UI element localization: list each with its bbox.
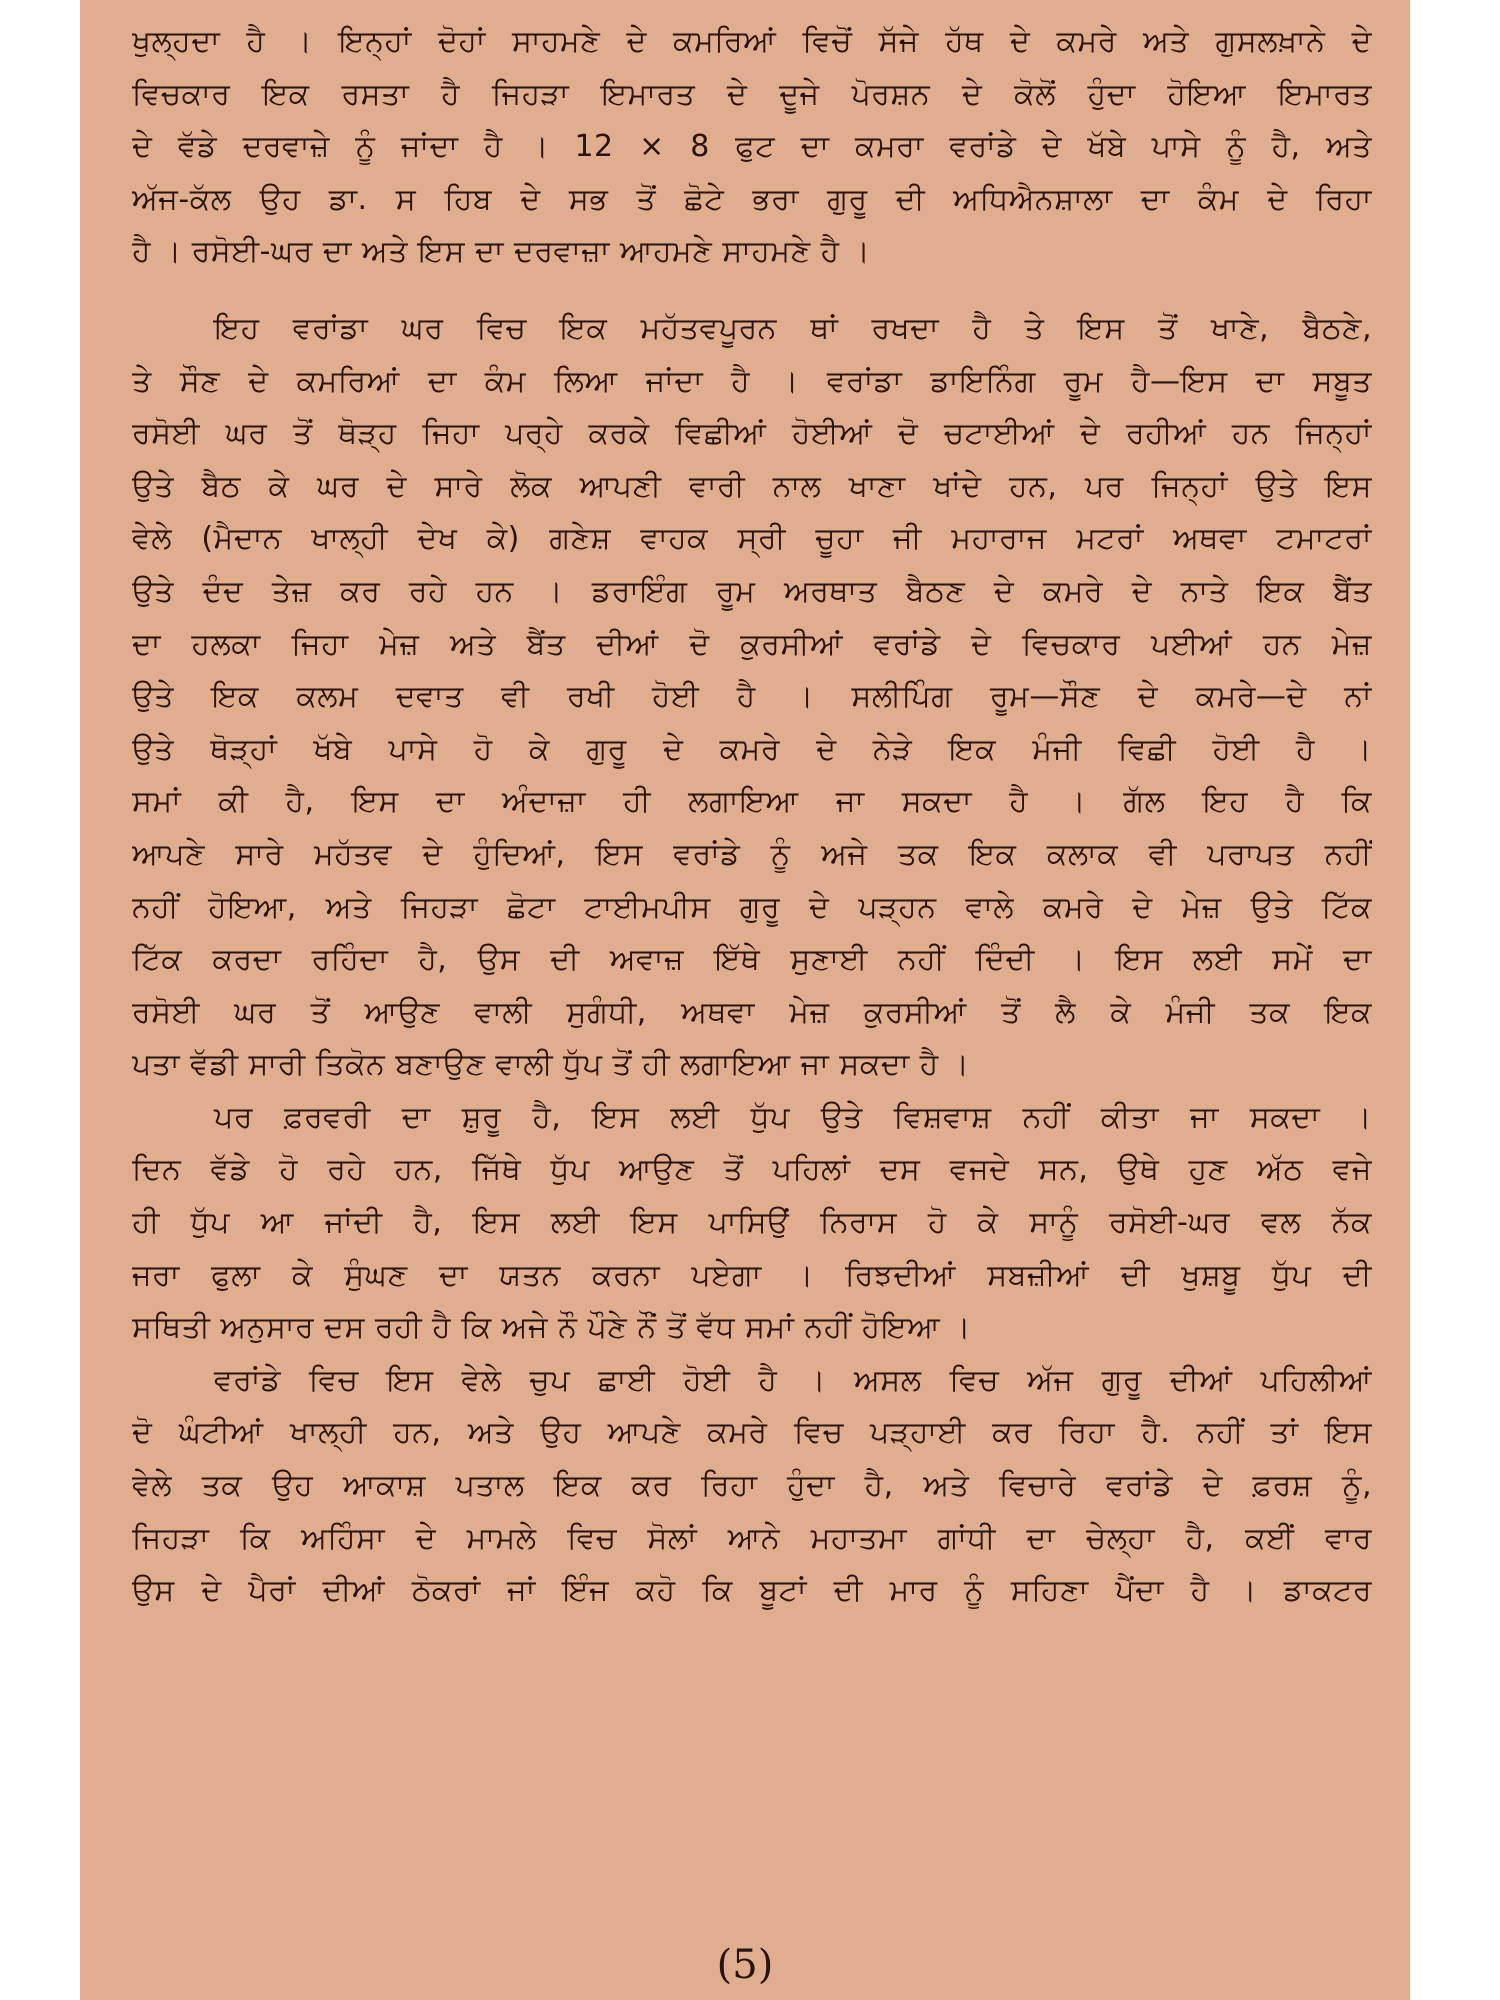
- page-number: (5): [716, 1942, 774, 1988]
- text-line: ਦਿਨ ਵੱਡੇ ਹੋ ਰਹੇ ਹਨ, ਜਿੱਥੇ ਧੁੱਪ ਆਉਣ ਤੋਂ ਪਹਿਲਾਂ ਦਸ ਵਜਦੇ ਸਨ, ਉਥੇ ਹੁਣ ਅੱਠ ਵਜੇ: [132, 1152, 1372, 1188]
- paragraph-3: [132, 1092, 1372, 1355]
- text-line: ਵਿਚਕਾਰ ਇਕ ਰਸਤਾ ਹੈ ਜਿਹੜਾ ਇਮਾਰਤ ਦੇ ਦੂਜੇ ਪੋਰਸ਼ਨ ਦੇ ਕੋਲੋਂ ਹੁੰਦਾ ਹੋਇਆ ਇਮਾਰਤ: [132, 76, 1372, 112]
- text-line: ਵਰਾਂਡੇ ਵਿਚ ਇਸ ਵੇਲੇ ਚੁਪ ਛਾਈ ਹੋਈ ਹੈ । ਅਸਲ ਵਿਚ ਅੱਜ ਗੁਰੂ ਦੀਆਂ ਪਹਿਲੀਆਂ: [214, 1362, 1372, 1398]
- paragraph-gap: [132, 279, 1372, 303]
- text-line: ਆਪਣੇ ਸਾਰੇ ਮਹੱਤਵ ਦੇ ਹੁੰਦਿਆਂ, ਇਸ ਵਰਾਂਡੇ ਨੂੰ ਅਜੇ ਤਕ ਇਕ ਕਲਾਕ ਵੀ ਪਰਾਪਤ ਨਹੀਂ: [132, 836, 1372, 872]
- text-line: ਵੇਲੇ ਤਕ ਉਹ ਆਕਾਸ਼ ਪਤਾਲ ਇਕ ਕਰ ਰਿਹਾ ਹੁੰਦਾ ਹੈ, ਅਤੇ ਵਿਚਾਰੇ ਵਰਾਂਡੇ ਦੇ ਫ਼ਰਸ਼ ਨੂੰ,: [132, 1468, 1372, 1504]
- text-line: ਉਤੇ ਥੋੜ੍ਹਾਂ ਖੱਬੇ ਪਾਸੇ ਹੋ ਕੇ ਗੁਰੂ ਦੇ ਕਮਰੇ ਦੇ ਨੇੜੇ ਇਕ ਮੰਜੀ ਵਿਛੀ ਹੋਈ ਹੈ ।: [132, 731, 1372, 767]
- text-line: ਉਤੇ ਬੈਠ ਕੇ ਘਰ ਦੇ ਸਾਰੇ ਲੋਕ ਆਪਣੀ ਵਾਰੀ ਨਾਲ ਖਾਣਾ ਖਾਂਦੇ ਹਨ, ਪਰ ਜਿਨ੍ਹਾਂ ਉਤੇ ਇਸ: [132, 468, 1372, 504]
- text-line: ਉਤੇ ਇਕ ਕਲਮ ਦਵਾਤ ਵੀ ਰਖੀ ਹੋਈ ਹੈ । ਸਲੀਪਿੰਗ ਰੂਮ—ਸੌਣ ਦੇ ਕਮਰੇ—ਦੇ ਨਾਂ: [132, 679, 1372, 715]
- text-line: ਜਰਾ ਫੁਲਾ ਕੇ ਸੁੰਘਣ ਦਾ ਯਤਨ ਕਰਨਾ ਪਏਗਾ । ਰਿਝਦੀਆਂ ਸਬਜ਼ੀਆਂ ਦੀ ਖੁਸ਼ਬੂ ਧੁੱਪ ਦੀ: [132, 1257, 1372, 1293]
- scanned-page: [80, 0, 1410, 2000]
- text-line: ਉਸ ਦੇ ਪੈਰਾਂ ਦੀਆਂ ਠੋਕਰਾਂ ਜਾਂ ਇੰਜ ਕਹੋ ਕਿ ਬੂਟਾਂ ਦੀ ਮਾਰ ਨੂੰ ਸਹਿਣਾ ਪੈਂਦਾ ਹੈ । ਡਾਕਟਰ: [132, 1573, 1372, 1609]
- body-text: [132, 16, 1372, 1618]
- text-line: ਤੇ ਸੌਣ ਦੇ ਕਮਰਿਆਂ ਦਾ ਕੰਮ ਲਿਆ ਜਾਂਦਾ ਹੈ । ਵਰਾਂਡਾ ਡਾਇਨਿੰਗ ਰੂਮ ਹੈ—ਇਸ ਦਾ ਸਬੂਤ: [132, 363, 1372, 399]
- text-line: ਜਿਹੜਾ ਕਿ ਅਹਿੰਸਾ ਦੇ ਮਾਮਲੇ ਵਿਚ ਸੋਲਾਂ ਆਨੇ ਮਹਾਤਮਾ ਗਾਂਧੀ ਦਾ ਚੇਲ੍ਹਾ ਹੈ, ਕਈਂ ਵਾਰ: [132, 1520, 1372, 1556]
- text-line: ਇਹ ਵਰਾਂਡਾ ਘਰ ਵਿਚ ਇਕ ਮਹੱਤਵਪੂਰਨ ਥਾਂ ਰਖਦਾ ਹੈ ਤੇ ਇਸ ਤੋਂ ਖਾਣੇ, ਬੈਠਣੇ,: [214, 310, 1372, 346]
- text-line: ਨਹੀਂ ਹੋਇਆ, ਅਤੇ ਜਿਹੜਾ ਛੋਟਾ ਟਾਈਮਪੀਸ ਗੁਰੂ ਦੇ ਪੜ੍ਹਨ ਵਾਲੇ ਕਮਰੇ ਦੇ ਮੇਜ਼ ਉਤੇ ਟਿੱਕ: [132, 889, 1372, 925]
- text-line: ਰਸੋਈ ਘਰ ਤੋਂ ਥੋੜ੍ਹ ਜਿਹਾ ਪਰ੍ਹੇ ਕਰਕੇ ਵਿਛੀਆਂ ਹੋਈਆਂ ਦੋ ਚਟਾਈਆਂ ਦੇ ਰਹੀਆਂ ਹਨ ਜਿਨ੍ਹਾਂ: [132, 416, 1372, 452]
- text-line: ਉਤੇ ਦੰਦ ਤੇਜ਼ ਕਰ ਰਹੇ ਹਨ । ਡਰਾਇੰਗ ਰੂਮ ਅਰਥਾਤ ਬੈਠਣ ਦੇ ਕਮਰੇ ਦੇ ਨਾਤੇ ਇਕ ਬੈਂਤ: [132, 573, 1372, 609]
- text-line: ਦੇ ਵੱਡੇ ਦਰਵਾਜ਼ੇ ਨੂੰ ਜਾਂਦਾ ਹੈ । 12 × 8 ਫੁਟ ਦਾ ਕਮਰਾ ਵਰਾਂਡੇ ਦੇ ਖੱਬੇ ਪਾਸੇ ਨੂੰ ਹੈ, ਅਤੇ: [132, 129, 1372, 165]
- paragraph-1: [132, 16, 1372, 279]
- text-line: ਪਤਾ ਵੱਡੀ ਸਾਰੀ ਤਿਕੋਨ ਬਣਾਉਣ ਵਾਲੀ ਧੁੱਪ ਤੋਂ ਹੀ ਲਗਾਇਆ ਜਾ ਸਕਦਾ ਹੈ ।: [132, 1047, 970, 1083]
- text-line: ਸਮਾਂ ਕੀ ਹੈ, ਇਸ ਦਾ ਅੰਦਾਜ਼ਾ ਹੀ ਲਗਾਇਆ ਜਾ ਸਕਦਾ ਹੈ । ਗੱਲ ਇਹ ਹੈ ਕਿ: [132, 784, 1372, 820]
- text-line: ਹੀ ਧੁੱਪ ਆ ਜਾਂਦੀ ਹੈ, ਇਸ ਲਈ ਇਸ ਪਾਸਿਉਂ ਨਿਰਾਸ ਹੋ ਕੇ ਸਾਨੂੰ ਰਸੋਈ-ਘਰ ਵਲ ਨੱਕ: [132, 1205, 1372, 1241]
- text-line: ਅੱਜ-ਕੱਲ ਉਹ ਡਾ. ਸ ਹਿਬ ਦੇ ਸਭ ਤੋਂ ਛੋਟੇ ਭਰਾ ਗੁਰੂ ਦੀ ਅਧਿਐਨਸ਼ਾਲਾ ਦਾ ਕੰਮ ਦੇ ਰਿਹਾ: [132, 181, 1372, 217]
- text-line: ਦਾ ਹਲਕਾ ਜਿਹਾ ਮੇਜ਼ ਅਤੇ ਬੈਂਤ ਦੀਆਂ ਦੋ ਕੁਰਸੀਆਂ ਵਰਾਂਡੇ ਦੇ ਵਿਚਕਾਰ ਪਈਆਂ ਹਨ ਮੇਜ਼: [132, 626, 1372, 662]
- text-line: ਦੋ ਘੰਟੀਆਂ ਖਾਲ੍ਹੀ ਹਨ, ਅਤੇ ਉਹ ਆਪਣੇ ਕਮਰੇ ਵਿਚ ਪੜ੍ਹਾਈ ਕਰ ਰਿਹਾ ਹੈ. ਨਹੀਂ ਤਾਂ ਇਸ: [132, 1415, 1372, 1451]
- text-line: ਖੁਲ੍ਹਦਾ ਹੈ । ਇਨ੍ਹਾਂ ਦੋਹਾਂ ਸਾਹਮਣੇ ਦੇ ਕਮਰਿਆਂ ਵਿਚੋਂ ਸੱਜੇ ਹੱਥ ਦੇ ਕਮਰੇ ਅਤੇ ਗੁਸਲਖ਼ਾਨੇ ਦੇ: [132, 24, 1372, 59]
- text-line: ਵੇਲੇ (ਮੈਦਾਨ ਖਾਲ੍ਹੀ ਦੇਖ ਕੇ) ਗਣੇਸ਼ ਵਾਹਕ ਸ੍ਰੀ ਚੂਹਾ ਜੀ ਮਹਾਰਾਜ ਮਟਰਾਂ ਅਥਵਾ ਟਮਾਟਰਾਂ: [132, 521, 1372, 557]
- paragraph-2: [132, 303, 1372, 1092]
- text-line: ਟਿੱਕ ਕਰਦਾ ਰਹਿੰਦਾ ਹੈ, ਉਸ ਦੀ ਅਵਾਜ਼ ਇੱਥੇ ਸੁਣਾਈ ਨਹੀਂ ਦਿੰਦੀ । ਇਸ ਲਈ ਸਮੇਂ ਦਾ: [132, 942, 1372, 978]
- text-line: ਰਸੋਈ ਘਰ ਤੋਂ ਆਉਣ ਵਾਲੀ ਸੁਗੰਧੀ, ਅਥਵਾ ਮੇਜ਼ ਕੁਰਸੀਆਂ ਤੋਂ ਲੈ ਕੇ ਮੰਜੀ ਤਕ ਇਕ: [132, 994, 1372, 1030]
- text-line: ਹੈ । ਰਸੋਈ-ਘਰ ਦਾ ਅਤੇ ਇਸ ਦਾ ਦਰਵਾਜ਼ਾ ਆਹਮਣੇ ਸਾਹਮਣੇ ਹੈ ।: [132, 234, 871, 270]
- text-line: ਸਥਿਤੀ ਅਨੁਸਾਰ ਦਸ ਰਹੀ ਹੈ ਕਿ ਅਜੇ ਨੌ ਪੌਣੇ ਨੌਂ ਤੋਂ ਵੱਧ ਸਮਾਂ ਨਹੀਂ ਹੋਇਆ ।: [132, 1310, 971, 1346]
- text-line: ਪਰ ਫ਼ਰਵਰੀ ਦਾ ਸ਼ੁਰੂ ਹੈ, ਇਸ ਲਈ ਧੁੱਪ ਉਤੇ ਵਿਸ਼ਵਾਸ਼ ਨਹੀਂ ਕੀਤਾ ਜਾ ਸਕਦਾ ।: [214, 1099, 1372, 1135]
- paragraph-4: [132, 1355, 1372, 1618]
